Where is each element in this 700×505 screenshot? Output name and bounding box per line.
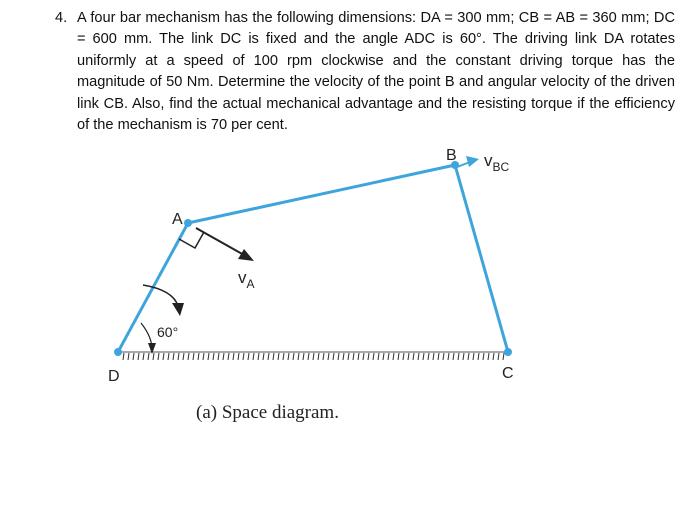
hatch-tick	[293, 353, 294, 360]
hatch-tick	[373, 353, 374, 360]
hatch-tick	[483, 353, 484, 360]
hatch-tick	[283, 353, 284, 360]
hatch-tick	[493, 353, 494, 360]
hatch-tick	[488, 353, 489, 360]
velocity-bc-label	[484, 151, 510, 174]
ground-hatching	[123, 353, 504, 360]
label-c: C	[502, 365, 514, 382]
hatch-tick	[503, 353, 504, 360]
hatch-tick	[138, 353, 139, 360]
hatch-tick	[298, 353, 299, 360]
velocity-a-symbol: v	[238, 268, 247, 287]
hatch-tick	[388, 353, 389, 360]
hatch-tick	[143, 353, 144, 360]
hatch-tick	[168, 353, 169, 360]
hatch-tick	[203, 353, 204, 360]
hatch-tick	[328, 353, 329, 360]
hatch-tick	[278, 353, 279, 360]
hatch-tick	[313, 353, 314, 360]
hatch-tick	[268, 353, 269, 360]
link-ab	[188, 165, 455, 223]
hatch-tick	[423, 353, 424, 360]
hatch-tick	[473, 353, 474, 360]
diagram-caption: (a) Space diagram.	[196, 402, 339, 423]
hatch-tick	[208, 353, 209, 360]
hatch-tick	[383, 353, 384, 360]
hatch-tick	[498, 353, 499, 360]
hatch-tick	[323, 353, 324, 360]
angle-label: 60°	[157, 324, 179, 340]
hatch-tick	[403, 353, 404, 360]
joint-c	[504, 348, 512, 356]
hatch-tick	[253, 353, 254, 360]
hatch-tick	[198, 353, 199, 360]
hatch-tick	[333, 353, 334, 360]
hatch-tick	[173, 353, 174, 360]
hatch-tick	[163, 353, 164, 360]
label-a: A	[172, 211, 183, 228]
hatch-tick	[308, 353, 309, 360]
hatch-tick	[428, 353, 429, 360]
hatch-tick	[193, 353, 194, 360]
hatch-tick	[368, 353, 369, 360]
hatch-tick	[148, 353, 149, 360]
hatch-tick	[438, 353, 439, 360]
hatch-tick	[353, 353, 354, 360]
link-bc	[455, 165, 508, 352]
joint-d	[114, 348, 122, 356]
hatch-tick	[443, 353, 444, 360]
velocity-bc-symbol: v	[484, 151, 493, 170]
hatch-tick	[263, 353, 264, 360]
hatch-tick	[243, 353, 244, 360]
hatch-tick	[408, 353, 409, 360]
hatch-tick	[218, 353, 219, 360]
hatch-tick	[448, 353, 449, 360]
hatch-tick	[433, 353, 434, 360]
hatch-tick	[463, 353, 464, 360]
hatch-tick	[133, 353, 134, 360]
hatch-tick	[238, 353, 239, 360]
hatch-tick	[468, 353, 469, 360]
hatch-tick	[318, 353, 319, 360]
hatch-tick	[153, 353, 154, 360]
hatch-tick	[248, 353, 249, 360]
hatch-tick	[348, 353, 349, 360]
hatch-tick	[223, 353, 224, 360]
velocity-a-subscript: A	[246, 277, 255, 291]
label-d: D	[108, 368, 120, 385]
hatch-tick	[418, 353, 419, 360]
hatch-tick	[358, 353, 359, 360]
joint-a	[184, 219, 192, 227]
hatch-tick	[363, 353, 364, 360]
hatch-tick	[413, 353, 414, 360]
problem-text: A four bar mechanism has the following dimensions: DA = 300 mm; CB = AB = 360 mm; DC = 600 mm. The link DC is fixed and the angle ADC is 60°. The driving link DA rotates uniformly at a speed of 100 rpm clockwise and the constant driving torque has the magnitude of 50 Nm. Determine the velocity of the point B and angular velocity of the driven link CB. Also, find the actual mechanical advantage and the resisting torque if the efficiency of the mechanism is 70 per cent.	[77, 10, 675, 134]
velocity-a-arrow	[196, 228, 244, 255]
hatch-tick	[128, 353, 129, 360]
hatch-tick	[258, 353, 259, 360]
hatch-tick	[158, 353, 159, 360]
hatch-tick	[458, 353, 459, 360]
hatch-tick	[213, 353, 214, 360]
velocity-a-label	[238, 268, 255, 291]
hatch-tick	[453, 353, 454, 360]
hatch-tick	[183, 353, 184, 360]
hatch-tick	[123, 353, 124, 360]
hatch-tick	[233, 353, 234, 360]
hatch-tick	[378, 353, 379, 360]
hatch-tick	[393, 353, 394, 360]
hatch-tick	[178, 353, 179, 360]
rotation-arrowhead	[172, 303, 184, 316]
hatch-tick	[338, 353, 339, 360]
label-b: B	[446, 147, 457, 164]
hatch-tick	[398, 353, 399, 360]
hatch-tick	[273, 353, 274, 360]
hatch-tick	[478, 353, 479, 360]
hatch-tick	[228, 353, 229, 360]
hatch-tick	[303, 353, 304, 360]
velocity-bc-subscript: BC	[492, 160, 510, 174]
hatch-tick	[343, 353, 344, 360]
velocity-a-arrowhead	[238, 249, 254, 261]
hatch-tick	[188, 353, 189, 360]
velocity-bc-arrowhead	[466, 156, 479, 167]
problem-number: 4.	[55, 10, 68, 26]
hatch-tick	[288, 353, 289, 360]
